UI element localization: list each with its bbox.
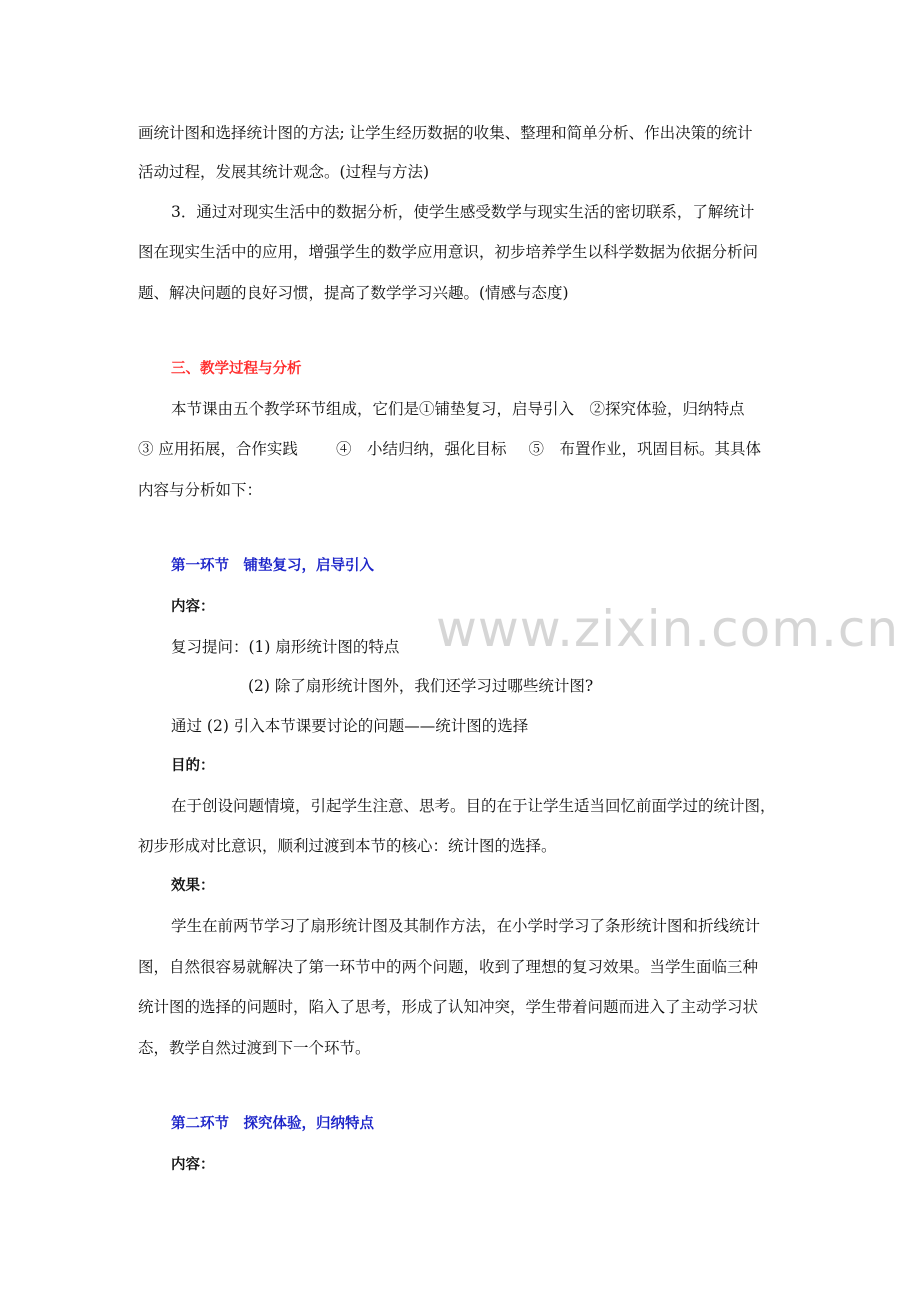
content-line: 通过 (2) 引入本节课要讨论的问题——统计图的选择 [171,717,529,735]
paragraph-line: 活动过程，发展其统计观念。(过程与方法) [138,163,430,181]
content-label: 内容： [171,599,215,615]
effect-line: 统计图的选择的问题时，陷入了思考，形成了认知冲突，学生带着问题而进入了主动学习状 [138,998,759,1016]
step-5: ⑤ 布置作业，巩固目标。其具体 [528,440,761,458]
intro-line-steps [138,437,798,461]
part2-heading: 第二环节 探究体验，归纳特点 [171,1116,374,1132]
paragraph-line: 3．通过对现实生活中的数据分析，使学生感受数学与现实生活的密切联系，了解统计 [171,203,755,221]
effect-label: 效果： [171,878,215,894]
paragraph-line: 图在现实生活中的应用，增强学生的数学应用意识，初步培养学生以科学数据为依据分析问 [138,243,759,261]
paragraph-line: 题、解决问题的良好习惯，提高了数学学习兴趣。(情感与态度) [138,284,569,302]
section-heading: 三、教学过程与分析 [171,361,302,377]
content-line: 复习提问：(1) 扇形统计图的特点 [171,638,400,656]
part1-heading: 第一环节 铺垫复习，启导引入 [171,558,374,574]
effect-line: 学生在前两节学习了扇形统计图及其制作方法，在小学时学习了条形统计图和折线统计 [171,917,761,935]
purpose-line: 初步形成对比意识，顺利过渡到本节的核心：统计图的选择。 [138,837,557,855]
effect-line: 态，教学自然过渡到下一个环节。 [138,1039,371,1057]
watermark: www.zixin.com.cn [436,600,900,658]
purpose-label: 目的： [171,758,215,774]
content-line: (2) 除了扇形统计图外，我们还学习过哪些统计图? [248,677,594,695]
step-3: ③ 应用拓展，合作实践 [138,440,298,458]
effect-line: 图，自然很容易就解决了第一环节中的两个问题，收到了理想的复习效果。当学生面临三种 [138,958,759,976]
content-label: 内容： [171,1157,215,1173]
purpose-line: 在于创设问题情境，引起学生注意、思考。目的在于让学生适当回忆前面学过的统计图， [171,797,776,815]
intro-line: 本节课由五个教学环节组成，它们是①铺垫复习，启导引入 ②探究体验，归纳特点 [171,400,745,418]
paragraph-line: 画统计图和选择统计图的方法; 让学生经历数据的收集、整理和简单分析、作出决策的统计 [138,124,753,142]
intro-line: 内容与分析如下： [138,481,263,499]
step-4: ④ 小结归纳，强化目标 [335,440,507,458]
